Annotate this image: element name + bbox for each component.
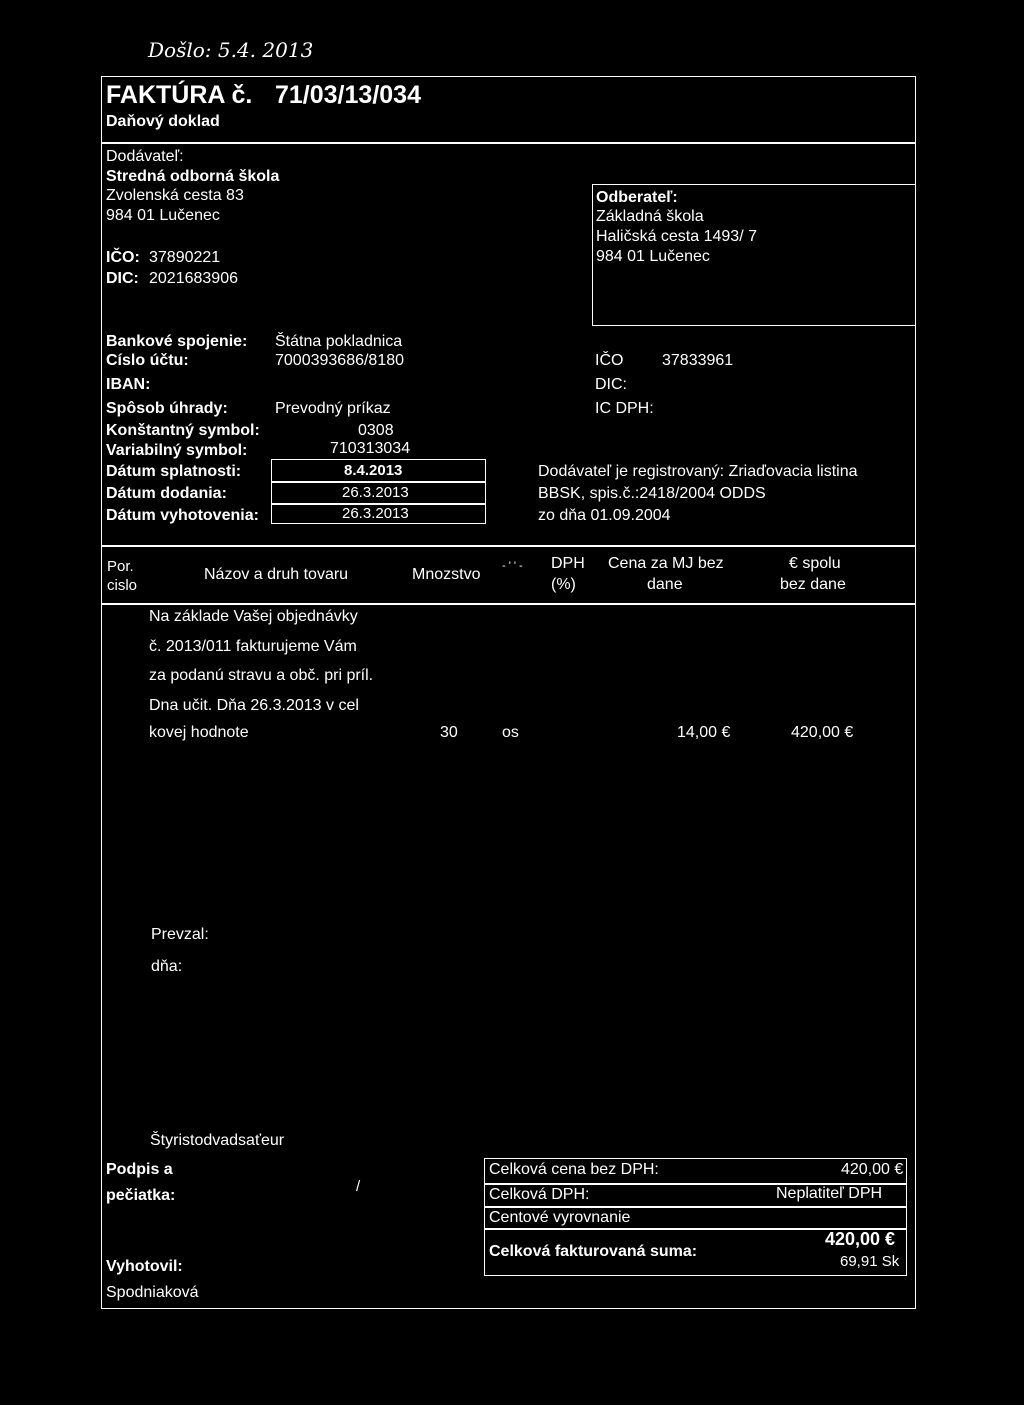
col-header-vat-1: DPH [551, 555, 585, 572]
amount-in-words: Štyristodvadsaťeur [150, 1132, 285, 1149]
registration-line-2: BBSK, spis.č.:2418/2004 ODDS [538, 485, 766, 502]
item-desc-line: č. 2013/011 fakturujeme Vám [149, 638, 357, 655]
signature-label-1: Podpis a [106, 1161, 173, 1178]
account-label: Císlo účtu: [106, 352, 189, 369]
grand-total-value: 420,00 € [825, 1229, 896, 1249]
constant-symbol-value: 0308 [358, 422, 394, 439]
totals-divider [484, 1206, 907, 1208]
item-quantity: 30 [440, 724, 458, 741]
table-top-rule [101, 545, 916, 547]
invoice-title: FAKTÚRA č. [106, 81, 253, 109]
variable-symbol-label: Variabilný symbol: [106, 442, 248, 459]
col-header-por-2: cislo [107, 577, 138, 594]
customer-ico-value: 37833961 [662, 352, 734, 369]
signature-label-2: pečiatka: [106, 1187, 176, 1204]
col-header-vat-2: (%) [551, 576, 576, 593]
due-date-value: 8.4.2013 [344, 462, 403, 479]
supplier-street: Zvolenská cesta 83 [106, 187, 244, 204]
bank-value: Štátna pokladnica [275, 333, 403, 350]
registration-line-1: Dodávateľ je registrovaný: Zriaďovacia listina [538, 463, 858, 480]
customer-ico-label: IČO [595, 352, 624, 369]
total-vat-value: Neplatiteľ DPH [776, 1185, 883, 1202]
col-header-price-2: dane [647, 576, 683, 593]
payment-method-value: Prevodný príkaz [275, 400, 391, 417]
supplier-ico: 37890221 [149, 249, 221, 266]
issue-date-label: Dátum vyhotovenia: [106, 507, 259, 524]
issued-by-name: Spodniaková [106, 1284, 199, 1301]
item-unit: os [502, 724, 519, 741]
due-date-label: Dátum splatnosti: [106, 463, 242, 480]
issue-date-value: 26.3.2013 [342, 505, 409, 522]
supplier-ico-label: IČO: [106, 249, 140, 266]
item-desc-line: kovej hodnote [149, 724, 249, 741]
bank-label: Bankové spojenie: [106, 333, 248, 350]
received-date-label: dňa: [151, 958, 183, 975]
item-total: 420,00 € [791, 724, 854, 741]
delivery-date-value: 26.3.2013 [342, 484, 409, 501]
issued-by-label: Vyhotovil: [106, 1258, 183, 1275]
total-net-label: Celková cena bez DPH: [489, 1161, 659, 1178]
col-header-unit: - ' ' - [502, 560, 523, 572]
supplier-city: 984 01 Lučenec [106, 207, 220, 224]
dates-divider [271, 481, 486, 483]
invoice-number: 71/03/13/034 [275, 81, 421, 109]
delivery-date-label: Dátum dodania: [106, 485, 227, 502]
supplier-dic: 2021683906 [149, 270, 238, 287]
total-vat-label: Celková DPH: [489, 1186, 590, 1203]
handwritten-received-note: Došlo: 5.4. 2013 [148, 38, 314, 62]
supplier-name: Stredná odborná škola [106, 168, 280, 185]
signature-mark: / [356, 1178, 361, 1195]
item-unit-price: 14,00 € [677, 724, 731, 741]
customer-icdph-label: IC DPH: [595, 400, 654, 417]
col-header-price-1: Cena za MJ bez [608, 555, 724, 572]
grand-total-label: Celková fakturovaná suma: [489, 1243, 698, 1260]
col-header-por-1: Por. [107, 558, 134, 575]
supplier-dic-label: DIC: [106, 270, 139, 287]
constant-symbol-label: Konštantný symbol: [106, 422, 260, 439]
invoice-subtitle: Daňový doklad [106, 113, 220, 130]
col-header-total-1: € spolu [789, 555, 841, 572]
variable-symbol-value: 710313034 [330, 440, 411, 457]
payment-method-label: Spôsob úhrady: [106, 400, 228, 417]
item-desc-line: Dna učit. Dňa 26.3.2013 v cel [149, 697, 359, 714]
col-header-total-2: bez dane [780, 576, 846, 593]
item-desc-line: za podanú stravu a obč. pri príl. [149, 667, 374, 684]
registration-line-3: zo dňa 01.09.2004 [538, 507, 671, 524]
iban-label: IBAN: [106, 376, 151, 393]
item-desc-line: Na základe Vašej objednávky [149, 608, 358, 625]
supplier-heading: Dodávateľ: [106, 148, 184, 165]
col-header-name: Názov a druh tovaru [204, 566, 349, 583]
table-header-rule [101, 603, 916, 605]
customer-street: Haličská cesta 1493/ 7 [596, 228, 757, 245]
account-value: 7000393686/8180 [275, 352, 405, 369]
customer-dic-label: DIC: [595, 376, 627, 393]
rounding-label: Centové vyrovnanie [489, 1209, 631, 1226]
grand-total-sk: 69,91 Sk [840, 1253, 900, 1270]
received-by-label: Prevzal: [151, 926, 209, 943]
customer-name: Základná škola [596, 208, 704, 225]
col-header-qty: Mnozstvo [412, 566, 481, 583]
header-divider [101, 142, 916, 144]
total-net-value: 420,00 € [841, 1161, 904, 1178]
customer-heading: Odberateľ: [596, 189, 678, 206]
customer-city: 984 01 Lučenec [596, 248, 710, 265]
